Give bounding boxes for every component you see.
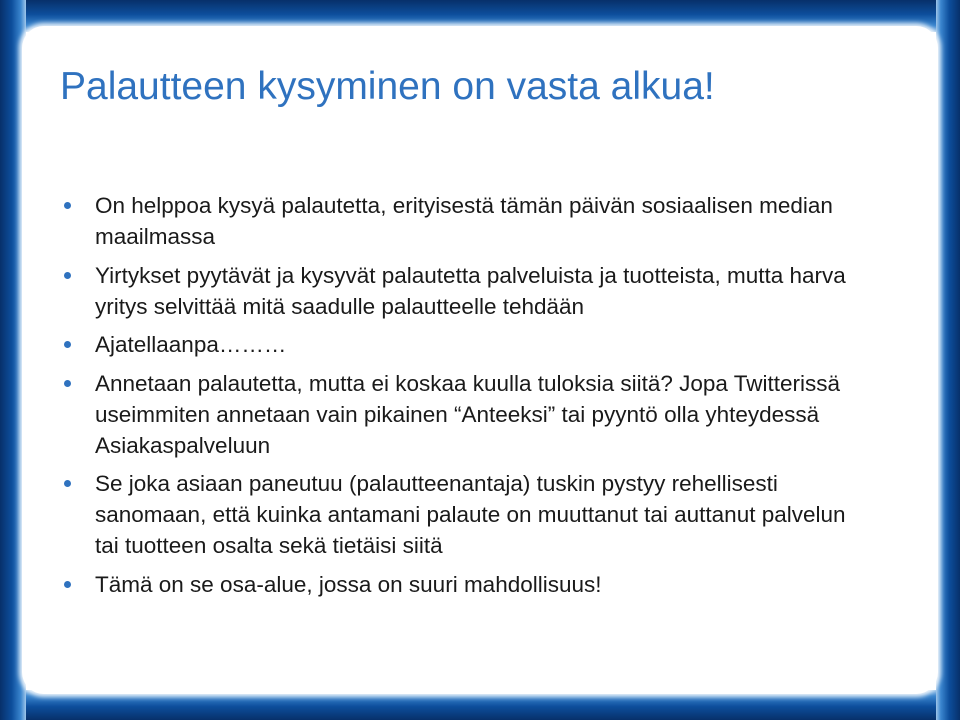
bullet-item: [60, 569, 860, 600]
bullet-dot-icon: [64, 380, 71, 387]
bullet-text: Ajatellaanpa………: [95, 332, 287, 357]
bullet-dot-icon: [64, 480, 71, 487]
bullet-item: [60, 368, 860, 461]
frame-bottom-border: [0, 690, 960, 720]
bullet-text: Tämä on se osa-alue, jossa on suuri mahdollisuus!: [95, 571, 602, 597]
bullet-item: [60, 260, 860, 322]
bullet-text: Yirtykset pyytävät ja kysyvät palautetta palveluista ja tuotteista, mutta harva yritys selvittää mitä saadulle palautteelle tehdään: [95, 262, 846, 319]
bullet-dot-icon: [64, 202, 71, 209]
bullet-item: [60, 190, 860, 252]
slide-title: Palautteen kysyminen on vasta alkua!: [60, 65, 715, 108]
frame-right-border: [936, 0, 960, 720]
bullet-item: [60, 329, 860, 360]
bullet-dot-icon: [64, 272, 71, 279]
bullet-dot-icon: [64, 581, 71, 588]
bullet-text: On helppoa kysyä palautetta, erityisestä tämän päivän sosiaalisen median maailmassa: [95, 193, 833, 249]
bullet-text: Annetaan palautetta, mutta ei koskaa kuulla tuloksia siitä? Jopa Twitterissä useimmiten annetaan vain pikainen “Anteeksi” tai pyyntö olla yhteydessä Asiakaspalveluun: [95, 370, 841, 458]
bullet-list: [60, 190, 860, 607]
bullet-text: Se joka asiaan paneutuu (palautteenantaja) tuskin pystyy rehellisesti sanomaan, että kuinka antamani palaute on muuttanut tai auttanut palvelun tai tuotteen osalta sekä tietäisi siitä: [95, 471, 846, 558]
bullet-dot-icon: [64, 341, 71, 348]
bullet-item: [60, 468, 860, 561]
